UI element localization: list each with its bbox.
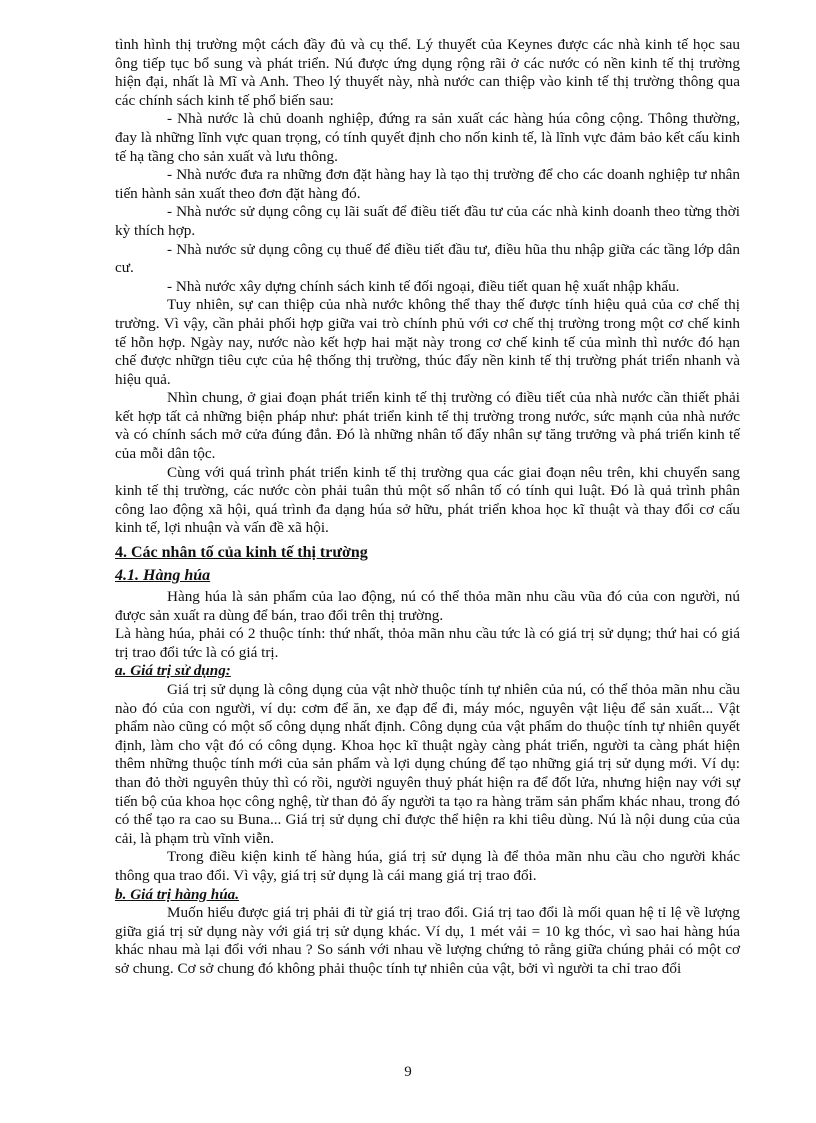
subsection-heading: 4.1. Hàng húa	[115, 567, 211, 585]
goods-intro-paragraph: Hàng húa là sản phẩm của lao động, nú có thể thỏa mãn nhu cầu vũa đó của con người, nú được sản xuất ra dùng để bán, trao đổi trên thị trường.	[115, 588, 740, 624]
page-number: 9	[404, 1064, 412, 1080]
section-heading: 4. Các nhân tố của kinh tế thị trường	[115, 544, 368, 562]
bullet-item: - Nhà nước sử dụng công cụ lãi suất để điều tiết đầu tư của các nhà kinh doanh theo từng thời kỳ thích hợp.	[115, 203, 740, 239]
body-paragraph: Cùng với quá trình phát triển kinh tế thị trường qua các giai đoạn nêu trên, khi chuyển sang kinh tế thị trường, các nước còn phải tuân thủ một số nhân tố có tính qui luật. Đó là quả trình phân công lao động xã hội, quá trình đa dạng húa sở hữu, phát triển khoa học kĩ thuật và thay đổi cơ cấu kinh tế, lợi nhuận và vấn đề xã hội.	[115, 463, 740, 537]
bullet-item: - Nhà nước xây dựng chính sách kinh tế đối ngoại, điều tiết quan hệ xuất nhập khẩu.	[167, 277, 680, 295]
body-paragraph: Tuy nhiên, sự can thiệp của nhà nước không thể thay thế được tính hiệu quả của cơ chế thị trường. Vì vậy, cần phải phối hợp giữa vai trò chính phủ với cơ chế thị trường trong một cơ chế kinh tế hỗn hợp. Ngày nay, nước nào kết hợp hai mặt này trong cơ chế kinh tế của mình thì nước đó hạn chế được nhữgn tiêu cực của hệ thống thị trường, thúc đẩy nền kinh tế thị trường phát triển nhanh và hiệu quả.	[115, 296, 740, 388]
goods-attributes-paragraph: Là hàng húa, phải có 2 thuộc tính: thứ nhất, thỏa mãn nhu cầu tức là có giá trị sử dụng; thứ hai có giá trị trao đổi tức là có giá trị.	[115, 625, 740, 661]
intro-paragraph: tình hình thị trường một cách đầy đủ và cụ thể. Lý thuyết của Keynes được các nhà kinh tế học sau ông tiếp tục bổ sung và phát triển. Nú được ứng dụng rộng rãi ở các nước có nền kinh tế thị trường hiện đại, nhất là Mĩ và Anh. Theo lý thuyết này, nhà nước can thiệp vào kinh tế thị trường thông qua các chính sách kinh tế phổ biến sau:	[115, 36, 740, 109]
bullet-item: - Nhà nước là chủ doanh nghiệp, đứng ra sản xuất các hàng húa công cộng. Thông thường, đay là những lĩnh vực quan trọng, có tính quyết định cho nốn kinh tế, là lĩnh vực đảm bảo kết cấu kinh tế hạ tầng cho sản xuất và lưu thông.	[115, 110, 740, 165]
body-paragraph: Nhìn chung, ở giai đoạn phát triển kinh tế thị trường có điều tiết của nhà nước cần thiết phải kết hợp tất cả những biện pháp như: phát triển kinh tế thị trường trong nước, sức mạnh của nhà nước và có chính sách mở cửa đúng đắn. Đó là những nhân tố đẩy nhân sự tăng trưởng và phá triển kinh tế của mỗi dân tộc.	[115, 389, 740, 463]
heading-use-value: a. Giá trị sử dụng:	[115, 662, 231, 680]
use-value-paragraph: Trong điều kiện kinh tế hàng húa, giá trị sử dụng là để thỏa mãn nhu cầu cho người khác thông qua trao đổi. Vì vậy, giá trị sử dụng là cái mang giá trị trao đổi.	[115, 848, 740, 884]
goods-value-paragraph: Muốn hiểu được giá trị phải đi từ giá trị trao đổi. Giá trị tao đổi là mối quan hệ tỉ lệ về lượng giữa giá trị sử dụng này với giá trị sử dụng khác. Ví dụ, 1 mét vải = 10 kg thóc, vì sao hai hàng húa khác nhau mà lại đổi với nhau ? So sánh với nhau về lượng chứng tỏ rằng giữa chúng phải có một cơ sở chung. Cơ sở chung đó không phải thuộc tính tự nhiên của vật, bởi vì người ta chỉ trao đổi	[115, 904, 740, 977]
heading-goods-value: b. Giá trị hàng húa.	[115, 885, 240, 903]
use-value-paragraph: Giá trị sử dụng là công dụng của vật nhờ thuộc tính tự nhiên của nú, có thể thỏa mãn nhu cầu nào đó của con người, ví dụ: cơm để ăn, xe đạp để đi, máy móc, nguyên vật liệu để sản xuất... Vật phẩm nào cũng có một số công dụng nhất định. Công dụng của vật phẩm do thuộc tính tự nhiên quyết định, làm cho vật đó có công dụng. Khoa học kĩ thuật ngày càng phát triển, người ta càng phát hiện thêm những thuộc tính mới của sản phẩm và lợi dụng chúng để tạo những giá trị sử dụng mới. Ví dụ: than đỏ thời nguyên thủy thì có rồi, người nguyên thuỷ phát hiện ra để đốt lửa, nhưng hiện nay với sự tiến bộ của khoa học công nghệ, từ than đỏ ấy người ta tạo ra hàng trăm sản phẩm khác nhau, trong đó có thể tạo ra cao su Buna... Giá trị sử dụng chỉ được thể hiện ra khi tiêu dùng. Nú là nội dung của của cải, là phạm trù vĩnh viễn.	[115, 681, 740, 847]
bullet-item: - Nhà nước sử dụng công cụ thuế để điều tiết đầu tư, điều hũa thu nhập giữa các tầng lớp dân cư.	[115, 240, 740, 277]
document-page	[115, 36, 740, 979]
bullet-item: - Nhà nước đưa ra những đơn đặt hàng hay là tạo thị trường để cho các doanh nghiệp tư nhân tiến hành sản xuất theo đơn đặt hàng đó.	[115, 166, 740, 202]
